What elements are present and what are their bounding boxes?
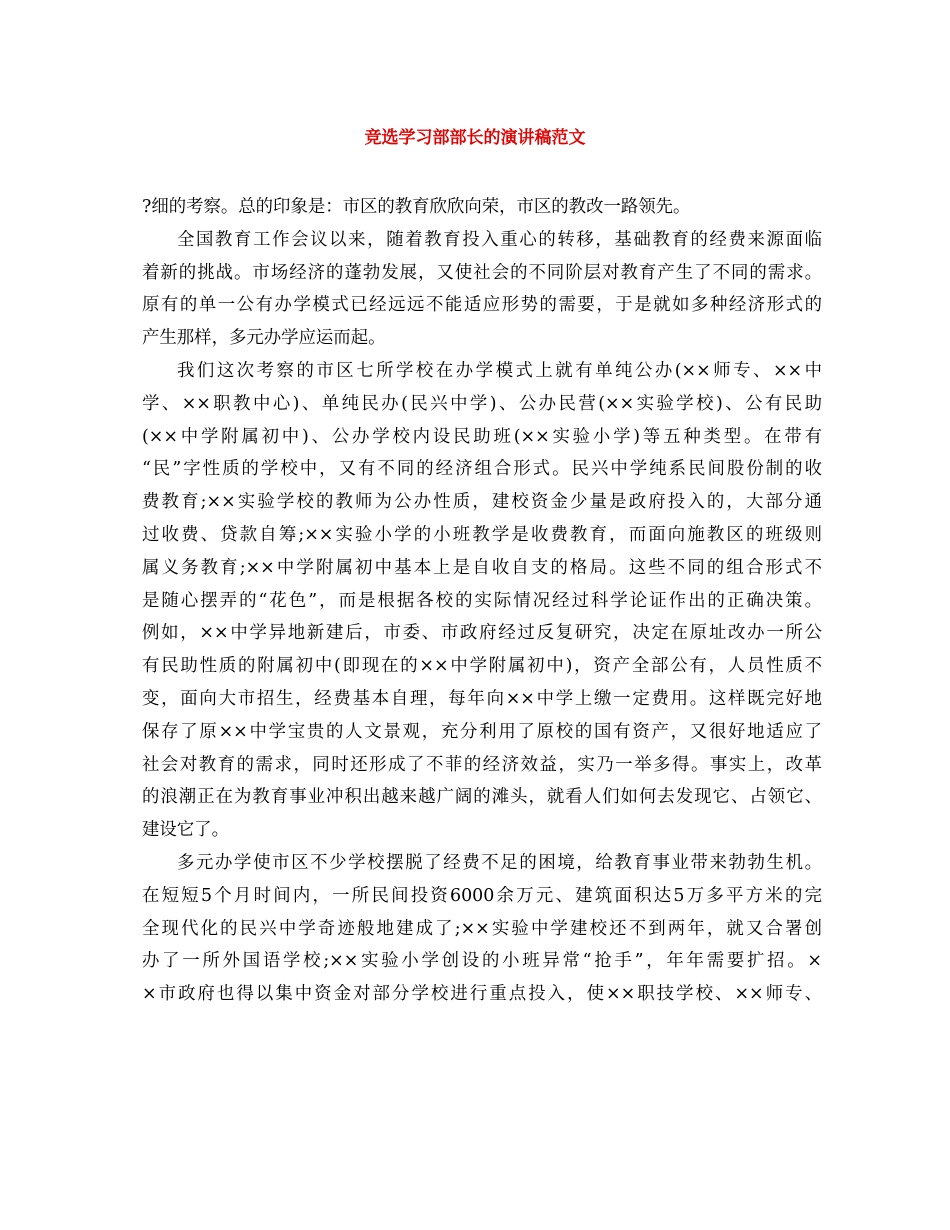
text-line: 产生那样，多元办学应运而起。	[142, 328, 386, 349]
text-line: 过收费、贷款自筹;××实验小学的小班教学是收费教育，而面向施教区的班级则	[142, 524, 822, 545]
text-line: ?细的考察。总的印象是：市区的教育欣欣向荣，市区的教改一路领先。	[142, 197, 691, 217]
text-line: 费教育;××实验学校的教师为公办性质，建校资金少量是政府投入的，大部分通	[142, 492, 822, 513]
text-line: 是随心摆弄的“花色”，而是根据各校的实际情况经过科学论证作出的正确决策。	[142, 590, 822, 611]
text-line: 变，面向大市招生，经费基本自理，每年向××中学上缴一定费用。这样既完好地	[142, 688, 822, 709]
text-line: 着新的挑战。市场经济的蓬勃发展，又使社会的不同阶层对教育产生了不同的需求。	[142, 262, 822, 283]
text-line: 属义务教育;××中学附属初中基本上是自收自支的格局。这些不同的组合形式不	[142, 557, 822, 578]
text-line: 原有的单一公有办学模式已经远远不能适应形势的需要，于是就如多种经济形式的	[142, 295, 822, 316]
paragraph	[142, 224, 822, 355]
text-line: 全国教育工作会议以来，随着教育投入重心的转移，基础教育的经费来源面临	[177, 229, 822, 250]
text-line: 有民助性质的附属初中(即现在的××中学附属初中)，资产全部公有，人员性质不	[142, 656, 822, 677]
text-line: 全现代化的民兴中学奇迹般地建成了;××实验中学建校还不到两年，就又合署创	[142, 918, 822, 939]
text-line: 建设它了。	[142, 820, 229, 841]
paragraph	[142, 355, 822, 847]
paragraph	[142, 191, 822, 224]
text-line: 例如，××中学异地新建后，市委、市政府经过反复研究，决定在原址改办一所公	[142, 623, 822, 644]
text-line: 社会对教育的需求，同时还形成了不菲的经济效益，实乃一举多得。事实上，改革	[142, 754, 822, 775]
text-line: 多元办学使市区不少学校摆脱了经费不足的困境，给教育事业带来勃勃生机。	[177, 852, 822, 873]
document-body	[142, 191, 822, 1011]
text-line: 办了一所外国语学校;××实验小学创设的小班异常“抢手”，年年需要扩招。×	[142, 951, 822, 972]
text-line: 学、××职教中心)、单纯民办(民兴中学)、公办民营(××实验学校)、公有民助	[142, 393, 822, 414]
document-title: 竞选学习部部长的演讲稿范文	[364, 128, 586, 148]
text-line: 我们这次考察的市区七所学校在办学模式上就有单纯公办(××师专、××中	[177, 360, 822, 381]
text-line: “民”字性质的学校中，又有不同的经济组合形式。民兴中学纯系民间股份制的收	[142, 459, 822, 480]
text-line: ×市政府也得以集中资金对部分学校进行重点投入，使××职技学校、××师专、	[142, 984, 822, 1005]
text-line: (××中学附属初中)、公办学校内设民助班(××实验小学)等五种类型。在带有	[142, 426, 822, 447]
paragraph	[142, 847, 822, 1011]
text-line: 的浪潮正在为教育事业冲积出越来越广阔的滩头，就看人们如何去发现它、占领它、	[142, 787, 822, 808]
text-line: 保存了原××中学宝贵的人文景观，充分利用了原校的国有资产，又很好地适应了	[142, 721, 822, 742]
text-line: 在短短5个月时间内，一所民间投资6000余万元、建筑面积达5万多平方米的完	[142, 885, 822, 906]
